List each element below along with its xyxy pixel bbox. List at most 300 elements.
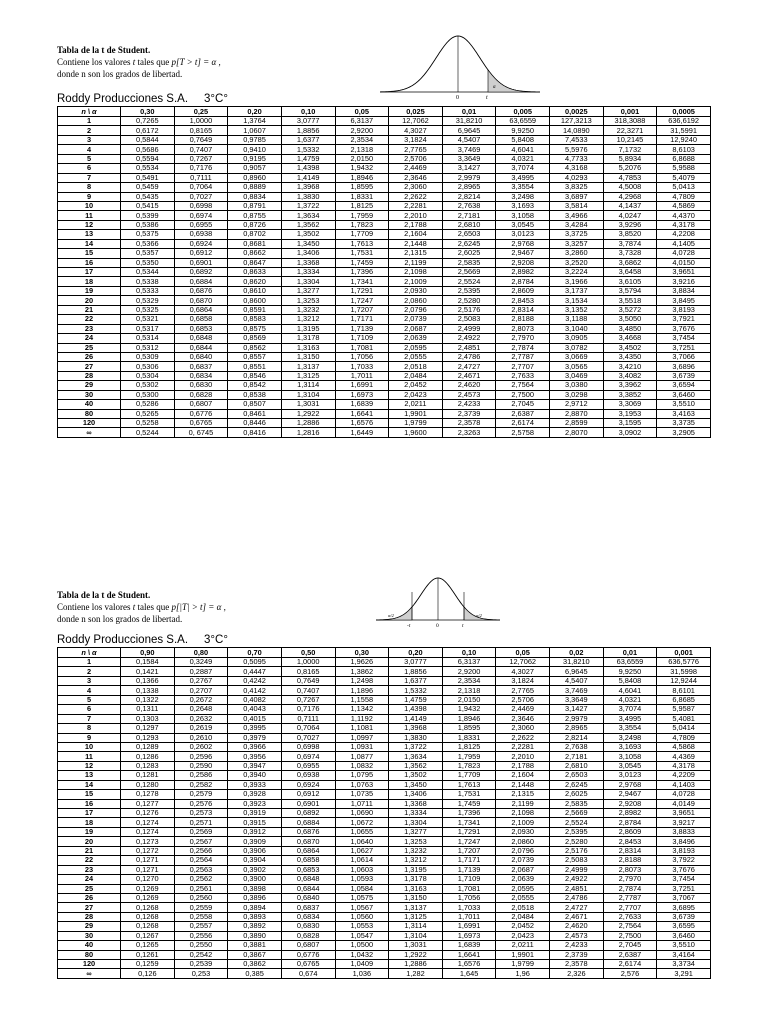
table-cell: 1,8856	[389, 667, 443, 676]
table-cell: 2,3534	[442, 676, 496, 685]
lower-curve-label-alpha-half-right: α/2	[476, 613, 482, 618]
table-cell: 1,7613	[335, 239, 389, 248]
table-cell: 1,2922	[389, 950, 443, 959]
table-cell: 1,6839	[442, 941, 496, 950]
table-row	[58, 164, 711, 173]
table-cell: 2,8982	[496, 268, 550, 277]
upper-alpha-header: 0,20	[228, 107, 282, 117]
table-cell: 3,4502	[603, 343, 657, 352]
table-cell: 0,1269	[121, 893, 175, 902]
table-cell: 0,2539	[174, 960, 228, 969]
table-cell: 4,1403	[657, 780, 711, 789]
table-cell: 2,0639	[496, 875, 550, 884]
table-cell: 3,3649	[442, 154, 496, 163]
table-cell: 0,253	[174, 969, 228, 978]
table-cell: 2,1009	[389, 277, 443, 286]
table-cell: 31,8210	[442, 117, 496, 126]
table-cell: 1,0584	[335, 884, 389, 893]
table-cell: 0,674	[281, 969, 335, 978]
table-cell: 2,7787	[603, 893, 657, 902]
lower-alpha-header: 0,05	[496, 648, 550, 658]
table-cell: 0,8507	[228, 400, 282, 409]
table-cell: 1,3406	[281, 249, 335, 258]
table-cell: 3,6460	[657, 390, 711, 399]
df-cell: 23	[58, 865, 121, 874]
table-cell: 1,7033	[442, 903, 496, 912]
table-cell: 0,6955	[281, 761, 335, 770]
table-cell: 0,8591	[228, 305, 282, 314]
df-cell: 28	[58, 371, 121, 380]
table-cell: 4,0247	[603, 211, 657, 220]
table-row	[58, 771, 711, 780]
table-cell: 2,0555	[389, 352, 443, 361]
table-cell: 0,6955	[174, 220, 228, 229]
table-cell: 1,8595	[442, 724, 496, 733]
table-cell: 9,9250	[496, 126, 550, 135]
table-row	[58, 145, 711, 154]
table-cell: 6,9645	[442, 126, 496, 135]
upper-curve-label-t: t	[486, 95, 488, 100]
table-cell: 0,2573	[174, 809, 228, 818]
table-cell: 0,1268	[121, 903, 175, 912]
table-cell: 3,3649	[550, 695, 604, 704]
table-cell: 2,8784	[603, 818, 657, 827]
table-cell: 2,0423	[496, 931, 550, 940]
table-cell: 0,6830	[281, 922, 335, 931]
table-cell: 0,9410	[228, 145, 282, 154]
table-cell: 0,1268	[121, 912, 175, 921]
table-cell: 2,8609	[603, 827, 657, 836]
upper-alpha-header: 0,0025	[550, 107, 604, 117]
table-cell: 8,6101	[657, 686, 711, 695]
upper-alpha-header: 0,10	[281, 107, 335, 117]
table-cell: 2,2281	[389, 201, 443, 210]
table-cell: 0,8633	[228, 268, 282, 277]
table-cell: 2,0739	[389, 315, 443, 324]
table-row	[58, 790, 711, 799]
table-cell: 3,6739	[657, 371, 711, 380]
table-cell: 1,1192	[335, 714, 389, 723]
table-row	[58, 400, 711, 409]
table-cell: 1,7531	[335, 249, 389, 258]
table-cell: 1,3304	[389, 818, 443, 827]
table-cell: 0,6834	[281, 912, 335, 921]
table-cell: 0,2564	[174, 856, 228, 865]
table-cell: 0,4242	[228, 676, 282, 685]
table-cell: 1,0000	[174, 117, 228, 126]
table-cell: 3,0469	[550, 371, 604, 380]
table-cell: 1,282	[389, 969, 443, 978]
table-cell: 2,0930	[389, 286, 443, 295]
table-row	[58, 969, 711, 978]
table-cell: 4,0321	[603, 695, 657, 704]
table-cell: 2,6025	[550, 790, 604, 799]
table-cell: 2,4851	[442, 343, 496, 352]
table-cell: 0,1270	[121, 875, 175, 884]
table-cell: 2,0796	[496, 846, 550, 855]
table-cell: 1,3450	[389, 780, 443, 789]
df-cell: 4	[58, 145, 121, 154]
table-cell: 2,7970	[496, 334, 550, 343]
table-cell: 3,7454	[657, 875, 711, 884]
table-cell: 2,4671	[550, 912, 604, 921]
table-cell: 2,7787	[496, 352, 550, 361]
table-cell: 0,3995	[228, 724, 282, 733]
table-cell: 2,6025	[442, 249, 496, 258]
table-cell: 2,3060	[389, 183, 443, 192]
table-cell: 2,6174	[603, 960, 657, 969]
table-cell: 5,9588	[657, 164, 711, 173]
table-cell: 0,5304	[121, 371, 175, 380]
table-cell: 2,8070	[550, 428, 604, 437]
table-cell: 0,5325	[121, 305, 175, 314]
table-cell: 1,4149	[281, 173, 335, 182]
table-cell: 1,3137	[281, 362, 335, 371]
table-cell: 2,8188	[496, 315, 550, 324]
table-cell: 1,0997	[335, 733, 389, 742]
table-cell: 3,6895	[657, 903, 711, 912]
table-cell: 1,2886	[281, 419, 335, 428]
table-cell: 3,1427	[442, 164, 496, 173]
table-cell: 4,7733	[550, 154, 604, 163]
table-row	[58, 893, 711, 902]
table-cell: 0,5244	[121, 428, 175, 437]
table-cell: 3,7874	[603, 239, 657, 248]
table-row	[58, 780, 711, 789]
table-cell: 0,8416	[228, 428, 282, 437]
table-cell: 0,6870	[174, 296, 228, 305]
table-cell: 1,2922	[281, 409, 335, 418]
table-cell: 2,8599	[550, 419, 604, 428]
df-cell: 11	[58, 752, 121, 761]
table-cell: 2,9208	[496, 258, 550, 267]
table-cell: 0,8165	[281, 667, 335, 676]
table-cell: 0,5491	[121, 173, 175, 182]
table-cell: 0,6924	[174, 239, 228, 248]
table-cell: 3,0565	[550, 362, 604, 371]
table-cell: 1,5332	[281, 145, 335, 154]
table-cell: 3,7251	[657, 884, 711, 893]
table-cell: 0,1293	[121, 733, 175, 742]
table-cell: 1,3368	[281, 258, 335, 267]
table-cell: 1,3968	[389, 724, 443, 733]
table-cell: 2,5835	[442, 258, 496, 267]
table-cell: 3,0545	[603, 761, 657, 770]
table-cell: 6,9645	[550, 667, 604, 676]
table-cell: 1,8331	[442, 733, 496, 742]
table-cell: 0,2556	[174, 931, 228, 940]
table-cell: 1,9600	[389, 428, 443, 437]
table-cell: 4,6041	[603, 686, 657, 695]
table-cell: 2,5706	[389, 154, 443, 163]
table-cell: 0,6974	[281, 752, 335, 761]
table-cell: 1,7531	[442, 790, 496, 799]
table-cell: 3,0777	[281, 117, 335, 126]
upper-alpha-header: 0,05	[335, 107, 389, 117]
table-cell: 0,7064	[174, 183, 228, 192]
table-cell: 0, 6745	[174, 428, 228, 437]
table-cell: 1,3178	[281, 334, 335, 343]
upper-header-line1: Contiene los valores t tales que p[T > t] = α ,	[57, 57, 221, 67]
table-cell: 2,0796	[389, 305, 443, 314]
table-cell: 2,3534	[335, 135, 389, 144]
table-cell: 2,6503	[442, 230, 496, 239]
table-cell: 0,8551	[228, 362, 282, 371]
df-cell: 8	[58, 183, 121, 192]
table-row	[58, 658, 711, 667]
lower-alpha-header: 0,90	[121, 648, 175, 658]
table-cell: 3,3257	[550, 239, 604, 248]
table-cell: 3,1693	[603, 742, 657, 751]
table-cell: 1,7081	[442, 884, 496, 893]
table-cell: 2,4573	[550, 931, 604, 940]
table-cell: 3,1427	[550, 705, 604, 714]
table-cell: 3,1595	[603, 419, 657, 428]
lower-curve-label-neg-t: -t	[407, 623, 411, 628]
table-cell: 3,0123	[603, 771, 657, 780]
df-cell: 10	[58, 742, 121, 751]
table-cell: 2,9467	[496, 249, 550, 258]
table-row	[58, 117, 711, 126]
table-cell: 1,6973	[442, 931, 496, 940]
table-cell: 0,5321	[121, 315, 175, 324]
table-cell: 0,6830	[174, 381, 228, 390]
table-cell: 3,8496	[657, 837, 711, 846]
table-cell: 3,7074	[496, 164, 550, 173]
table-cell: 0,4015	[228, 714, 282, 723]
table-cell: 0,6834	[174, 371, 228, 380]
table-cell: 2,1315	[496, 790, 550, 799]
table-cell: 1,7459	[335, 258, 389, 267]
table-cell: 2,4469	[496, 705, 550, 714]
df-cell: 19	[58, 286, 121, 295]
table-cell: 3,3735	[657, 419, 711, 428]
table-cell: 1,7109	[335, 334, 389, 343]
table-cell: 3,0905	[550, 334, 604, 343]
table-cell: 2,3646	[496, 714, 550, 723]
table-cell: 0,2582	[174, 780, 228, 789]
table-cell: 1,3031	[281, 400, 335, 409]
table-cell: 2,8453	[496, 296, 550, 305]
table-cell: 2,4469	[389, 164, 443, 173]
table-cell: 1,3232	[281, 305, 335, 314]
lower-alpha-header: 0,001	[657, 648, 711, 658]
table-cell: 5,4079	[657, 173, 711, 182]
table-cell: 0,3892	[228, 922, 282, 931]
table-cell: 0,8569	[228, 334, 282, 343]
table-cell: 1,0603	[335, 865, 389, 874]
df-cell: 1	[58, 658, 121, 667]
table-cell: 2,7181	[550, 752, 604, 761]
table-cell: 0,5386	[121, 220, 175, 229]
lower-curve-label-alpha-half-left: α/2	[388, 613, 394, 618]
table-cell: 1,4149	[389, 714, 443, 723]
table-cell: 2,4671	[442, 371, 496, 380]
table-cell: 3,0123	[496, 230, 550, 239]
table-cell: 3,7921	[657, 315, 711, 324]
table-cell: 1,8946	[335, 173, 389, 182]
table-cell: 3,7074	[603, 705, 657, 714]
upper-header	[57, 44, 221, 80]
table-cell: 2,7045	[496, 400, 550, 409]
table-cell: 0,3900	[228, 875, 282, 884]
table-cell: 2,7874	[496, 343, 550, 352]
table-row	[58, 343, 711, 352]
table-cell: 2,8073	[603, 865, 657, 874]
table-cell: 0,2602	[174, 742, 228, 751]
upper-alpha-header: 0,001	[603, 107, 657, 117]
table-cell: 0,2887	[174, 667, 228, 676]
table-cell: 1,3862	[335, 667, 389, 676]
table-cell: 2,0423	[389, 390, 443, 399]
df-cell: 24	[58, 875, 121, 884]
table-cell: 3,1058	[603, 752, 657, 761]
table-row	[58, 733, 711, 742]
table-row	[58, 211, 711, 220]
table-cell: 0,9057	[228, 164, 282, 173]
table-cell: 2,3739	[442, 409, 496, 418]
table-cell: 1,7171	[442, 856, 496, 865]
table-cell: 2,7638	[442, 201, 496, 210]
table-cell: 2,8609	[496, 286, 550, 295]
table-cell: 1,7459	[442, 799, 496, 808]
table-cell: 3,7469	[442, 145, 496, 154]
table-cell: 0,5314	[121, 334, 175, 343]
table-cell: 3,4995	[496, 173, 550, 182]
table-cell: 3,3734	[657, 960, 711, 969]
lower-header	[57, 589, 226, 625]
table-cell: 0,6807	[281, 941, 335, 950]
table-cell: 0,7265	[121, 117, 175, 126]
table-cell: 2,1315	[389, 249, 443, 258]
upper-alpha-header: 0,30	[121, 107, 175, 117]
df-cell: 9	[58, 733, 121, 742]
table-cell: 3,4164	[657, 950, 711, 959]
table-cell: 2,4620	[442, 381, 496, 390]
table-cell: 0,8755	[228, 211, 282, 220]
table-cell: 1,3212	[389, 856, 443, 865]
table-cell: 0,6840	[174, 352, 228, 361]
lower-alpha-header: 0,20	[389, 648, 443, 658]
table-cell: 2,9200	[335, 126, 389, 135]
table-cell: 0,3867	[228, 950, 282, 959]
table-cell: 0,6938	[174, 230, 228, 239]
table-cell: 2,7765	[496, 686, 550, 695]
table-row	[58, 799, 711, 808]
table-cell: 0,2579	[174, 790, 228, 799]
table-cell: 3,5794	[603, 286, 657, 295]
table-cell: 2,5083	[550, 856, 604, 865]
table-cell: 3,1737	[550, 286, 604, 295]
table-cell: 1,7959	[335, 211, 389, 220]
table-cell: 0,5258	[121, 419, 175, 428]
table-cell: 2,0639	[389, 334, 443, 343]
table-cell: 2,0555	[496, 893, 550, 902]
table-cell: 0,5357	[121, 249, 175, 258]
table-cell: 1,3253	[389, 837, 443, 846]
table-cell: 2,9467	[603, 790, 657, 799]
table-cell: 3,3962	[603, 381, 657, 390]
table-cell: 12,9240	[657, 135, 711, 144]
table-cell: 1,7613	[442, 780, 496, 789]
table-cell: 0,8575	[228, 324, 282, 333]
table-row	[58, 249, 711, 258]
table-row	[58, 676, 711, 685]
table-cell: 5,4081	[657, 714, 711, 723]
table-cell: 2,8784	[496, 277, 550, 286]
table-cell: 1,0547	[335, 931, 389, 940]
table-row	[58, 724, 711, 733]
table-cell: 0,3896	[228, 893, 282, 902]
df-cell: 21	[58, 846, 121, 855]
lower-alpha-header: 0,01	[603, 648, 657, 658]
df-cell: 80	[58, 409, 121, 418]
table-row	[58, 714, 711, 723]
table-cell: 3,0669	[550, 352, 604, 361]
table-cell: 0,5459	[121, 183, 175, 192]
table-cell: 0,2561	[174, 884, 228, 893]
table-cell: 0,8546	[228, 371, 282, 380]
table-cell: 0,5300	[121, 390, 175, 399]
table-cell: 2,5669	[550, 809, 604, 818]
table-cell: 1,3125	[389, 912, 443, 921]
table-cell: 3,3554	[603, 724, 657, 733]
table-row	[58, 884, 711, 893]
table-cell: 1,3125	[281, 371, 335, 380]
table-cell: 0,1276	[121, 809, 175, 818]
table-cell: 0,9195	[228, 154, 282, 163]
table-cell: 1,0931	[335, 742, 389, 751]
table-cell: 2,9979	[550, 714, 604, 723]
table-cell: 10,2145	[603, 135, 657, 144]
table-cell: 1,9626	[335, 658, 389, 667]
table-cell: 0,5095	[228, 658, 282, 667]
table-cell: 0,2672	[174, 695, 228, 704]
table-cell: 3,3852	[603, 390, 657, 399]
table-cell: 1,3031	[389, 941, 443, 950]
table-cell: 3,0298	[550, 390, 604, 399]
df-cell: 27	[58, 362, 121, 371]
table-cell: 0,2542	[174, 950, 228, 959]
table-cell: 1,7341	[442, 818, 496, 827]
df-cell: 29	[58, 922, 121, 931]
table-cell: 4,0149	[657, 799, 711, 808]
lower-t-table	[57, 647, 711, 979]
table-cell: 0,6858	[174, 315, 228, 324]
table-cell: 3,4966	[550, 211, 604, 220]
df-cell: 6	[58, 705, 121, 714]
lower-brand: Roddy Producciones S.A. 3°C°	[57, 634, 228, 646]
table-cell: 0,8165	[174, 126, 228, 135]
table-cell: 3,5814	[550, 201, 604, 210]
df-cell: 7	[58, 714, 121, 723]
table-cell: 0,5333	[121, 286, 175, 295]
table-cell: 1,3150	[389, 893, 443, 902]
table-cell: 1,3253	[281, 296, 335, 305]
table-cell: 1,0000	[281, 658, 335, 667]
table-cell: 1,1558	[335, 695, 389, 704]
table-cell: 2,8214	[550, 733, 604, 742]
table-cell: 1,3137	[389, 903, 443, 912]
table-cell: 0,5317	[121, 324, 175, 333]
table-row	[58, 818, 711, 827]
df-cell: 18	[58, 277, 121, 286]
df-cell: 5	[58, 695, 121, 704]
table-cell: 0,1311	[121, 705, 175, 714]
table-cell: 1,0763	[335, 780, 389, 789]
table-cell: 0,1274	[121, 818, 175, 827]
df-cell: 14	[58, 239, 121, 248]
